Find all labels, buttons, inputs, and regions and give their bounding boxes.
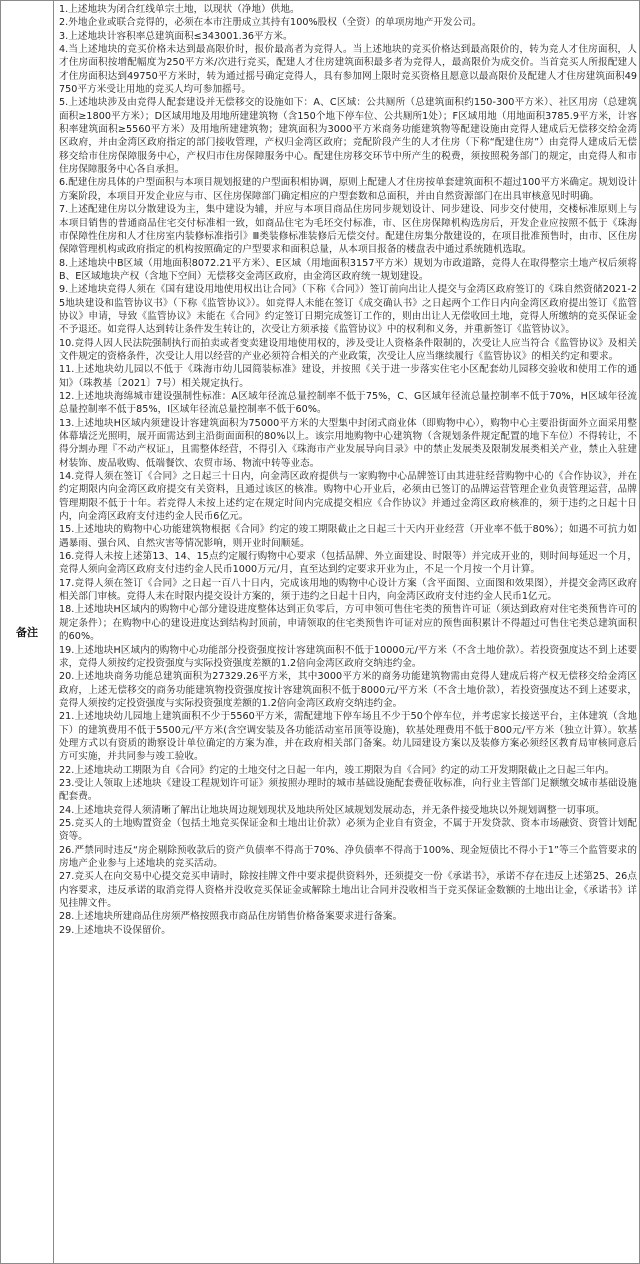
remark-clause: 17.竞得人须在签订《合同》之日起一百八十日内，完成该用地的购物中心设计方案（含平面图、立面图和效果图），并提交金湾区政府相关部门审核。竞得人未在时限内提交设计方案的，须于违约之日起十日内，向金湾区政府支付违约金人民币1亿元。	[59, 577, 637, 603]
remark-clause: 9.上述地块竞得人须在《国有建设用地使用权出让合同》（下称《合同》）签订前向出让人提交与金湾区政府签订的《珠自然资储2021-25地块建设和监管协议书》（下称《监管协议》）。如竞得人未能在签订《成交确认书》之日起两个工作日内向金湾区政府提出签订《监管协议》申请，导致《监管协议》未能在《合同》约定签订日期完成签订工作的，则由出让人无偿收回土地，竞得人所缴纳的竞买保证金不予退还。如竞得人达到转让条件发生转让的，次受让方须承接《监管协议》中的权利和义务，并重新签订《监管协议》。	[59, 284, 637, 336]
remark-clause: 29.上述地块不设保留价。	[59, 924, 171, 936]
remark-clause: 18.上述地块H区域内的购物中心部分建设进度整体达到正负零后，方可申领可售住宅类的预售许可证（须达到政府对住宅类预售许可的规定条件）；在购物中心的建设进度达到结构封顶前，申请领取的住宅类预售许可证对应的预售面积累计不得超过可售住宅类总建筑面积的60%。	[59, 604, 637, 643]
remark-clause: 19.上述地块H区域内的购物中心功能部分投资强度按计容建筑面积不低于10000元/平方米（不含土地价款）。若投资强度达不到上述要求，竞得人须按约定投资强度与实际投资强度差额的1.2倍向金湾区政府交纳违约金。	[59, 644, 637, 669]
remark-clause: 22.上述地块动工期限为自《合同》约定的土地交付之日起一年内，竣工期限为自《合同》约定的动工开发期限截止之日起三年内。	[59, 764, 615, 776]
remark-clause: 16.竞得人未按上述第13、14、15点约定履行购物中心要求（包括品牌、外立面建设、时限等）并完成开业的，则时间每延迟一个月，竞得人须向金湾区政府支付违约金人民币1000万元/月，直至达到约定要求开业为止，不足一个月按一个月计算。	[59, 551, 637, 576]
remark-clause: 10.竞得人因人民法院强制执行而拍卖或者变卖建设用地使用权的，涉及受让人资格条件限制的，次受让人应当符合《监管协议》及相关文件规定的资格条件，次受让人用以经营的产业必须符合相关的产业政策，次受让人应当继续履行《监管协议》的相关约定和要求。	[59, 337, 637, 362]
remark-clause: 4.当上述地块的竞买价格未达到最高限价时，报价最高者为竞得人。当上述地块的竞买价格达到最高限价的，转为竞人才住房面积，人才住房面积按增配幅度为250平方米/次进行竞买，配建人才住房建筑面积最多者为竞得人，最高限价为成交价。当首竞买人所报配建人才住房面积达到49750平方米时，转为通过摇号确定竞得人，具有参加网上限时竞买资格且愿意以最高限价及配建人才住房建筑面积49750平方米受让用地的竞买人均可参加摇号。	[59, 44, 637, 96]
remark-clause: 12.上述地块海绵城市建设强制性标准：A区域年径流总量控制率不低于75%，C、G区域年径流总量控制率不低于70%，H区域年径流总量控制率不低于85%，I区域年径流总量控制率不低于60%。	[59, 390, 637, 416]
remark-clause: 26.严禁同时违反“房企剔除预收款后的资产负债率不得高于70%、净负债率不得高于100%、现金短债比不得小于1”等三个监管要求的房地产企业参与上述地块的竞买活动。	[59, 844, 637, 869]
remark-clause: 14.竞得人须在签订《合同》之日起三十日内，向金湾区政府提供与一家购物中心品牌签订由其进驻经营购物中心的《合作协议》，并在约定期限内向金湾区政府提交有关资料，且通过该区的核准。购物中心开业后，必须由已签订的品牌运营管理企业负责管理运营，品牌管理期限不低于十年。若竞得人未按上述约定在规定时间内完成提交相应《合作协议》并通过金湾区政府核准的，须于违约之日起十日内，向金湾区政府支付违约金人民币6亿元。	[59, 471, 637, 523]
remark-clause: 24.上述地块竞得人须清晰了解出让地块周边规划现状及地块所处区域规划发展动态，并无条件接受地块以外规划调整一切事项。	[59, 804, 605, 816]
remark-clause: 21.上述地块幼儿园地上建筑面积不少于5560平方米，需配建地下停车场且不少于50个停车位，并考虑家长接送平台，主体建筑（含地下）的建筑费用不低于5500元/平方米(含空调安装及各功能活动室吊顶等设施)，软基处理费用不低于800元/平方米（独立计算）。软基处理方式以有资质的勘察设计单位确定的方案为准，并在政府相关部门备案。幼儿园建设方案以及装修方案必须经区教育局审核同意后方可实施，并共同参与竣工验收。	[59, 711, 637, 763]
remark-clause: 23.受让人领取上述地块《建设工程规划许可证》须按照办理时的城市基础设施配套费征收标准，向行业主管部门足额缴交城市基础设施配套费。	[59, 777, 637, 803]
remark-clause: 2.外地企业或联合竞得的，必须在本市注册成立其持有100%股权（全资）的单项房地产开发公司。	[59, 17, 482, 29]
remark-clause: 28.上述地块所建商品住房须严格按照我市商品住房销售价格备案要求进行备案。	[59, 911, 403, 923]
remarks-label: 备注	[16, 626, 38, 639]
remark-clause: 6.配建住房具体的户型面积与本项目规划报建的户型面积相协调，原则上配建人才住房按单套建筑面积不超过100平方米确定。规划设计方案阶段，本项目开发企业应与市、区住房保障部门确定相应的户型套数和总面积，并由自然资源部门在出具审核意见时明确。	[59, 177, 637, 202]
remark-clause: 8.上述地块中B区域（用地面积8072.21平方米）、E区域（用地面积3157平方米）规划为市政道路，竞得人在取得整宗土地产权后须将B、E区域地块产权（含地下空间）无偿移交金湾区政府，由金湾区政府统一规划建设。	[59, 257, 637, 282]
remark-clause: 11.上述地块幼儿园以不低于《珠海市幼儿园简装标准》建设，并按照《关于进一步落实住宅小区配套幼儿园移交验收和使用工作的通知》（珠教基〔2021〕7号）相关规定执行。	[59, 364, 637, 389]
remark-clause: 5.上述地块涉及由竞得人配套建设并无偿移交的设施如下：A、C区域：公共厕所（总建筑面积约150-300平方米）、社区用房（总建筑面积≥1800平方米）；D区域用地及用地所建建筑物（含150个地下停车位、公共厕所1处）；F区域用地（用地面积3785.9平方米，计容积率建筑面积≥5560平方米）及用地所建建筑物；建筑面积为3000平方米商务功能建筑物等配建设施由竞得人建成后无偿移交给金湾区政府，并由金湾区政府指定的部门接收管理，产权归金湾区政府；竞配阶段产生的人才住房（下称“配建住房”）由竞得人建成后无偿移交给市住房保障服务中心，产权归市住房保障服务中心。配建住房移交环节中所产生的税费，须按照税务部门的规定，由竞得人和市住房保障服务中心各自承担。	[59, 97, 637, 176]
remarks-content-cell	[59, 3, 637, 1261]
remark-clause: 7.上述配建住房以分散建设为主，集中建设为辅，并应与本项目商品住房同步规划设计、同步建设、同步交付使用，交楼标准原则上与本项目销售的普通商品住宅交付标准相一致，如商品住宅为毛坯交付标准，市、区住房保障机构选房后，开发企业应按照不低于《珠海市保障性住房和人才住房室内装修标准指引》Ⅲ类装修标准装修后无偿交付。配建住房集分散建设的，在项目批准预售时，由市、区住房保障管理机构或政府指定的机构按照确定的户型要求和面积总量，从本项目报备的楼盘表中通过系统随机选取。	[59, 204, 637, 256]
remark-clause: 20.上述地块商务功能总建筑面积为27329.26平方米，其中3000平方米的商务功能建筑物需由竞得人建成后将产权无偿移交给金湾区政府，上述无偿移交的商务功能建筑物投资强度按计容建筑面积不低于8000元/平方米（不含土地价款），若投资强度达不到上述要求，竞得人须按约定投资强度与实际投资强度差额的1.2倍向金湾区政府交纳违约金。	[59, 671, 637, 709]
remark-clause: 3.上述地块计容积率总建筑面积≤343001.36平方米。	[59, 30, 293, 42]
remark-clause: 15.上述地块的购物中心功能建筑物根据《合同》约定的竣工期限截止之日起三十天内开业经营（开业率不低于80%）；如遇不可抗力如遇暴雨、强台风、自然灾害等情况影响，则开业时间顺延。	[59, 524, 637, 549]
remark-clause: 1.上述地块为闭合红线单宗土地，以现状（净地）供地。	[59, 4, 300, 15]
remark-clause: 13.上述地块H区域内须建设计容建筑面积为75000平方米的大型集中封闭式商业体（即购物中心），购物中心主要沿街面外立面采用整体幕墙泛光照明，展开面需达到主沿街面面积的80%以上。该宗用地购物中心建筑物（含规划条件规定配置的地下车位）不得转让，不得分割办理『不动产权证』，且需整体经营，不得引入《珠海市产业发展导向目录》中的禁止发展类及限制发展类相关产业，禁止入驻建材装饰、废品收购、低端餐饮、农贸市场、物流中转等业态。	[59, 417, 637, 469]
remark-clause: 27.竞买人在向交易中心提交竞买申请时，除按挂牌文件中要求提供资料外，还须提交一份《承诺书》，承诺不存在违反上述第25、26点内容要求，违反承诺的取消竞得人资格并没收竞买保证金或解除土地出让合同并没收相当于竞买保证金数额的土地出让金，《承诺书》详见挂牌文件。	[59, 871, 637, 910]
remarks-label-cell	[1, 1, 54, 1263]
remark-clause: 25.竞买人的土地购置资金（包括土地竞买保证金和土地出让价款）必须为企业自有资金，不属于开发贷款、资本市场融资、资管计划配资等。	[59, 817, 637, 843]
